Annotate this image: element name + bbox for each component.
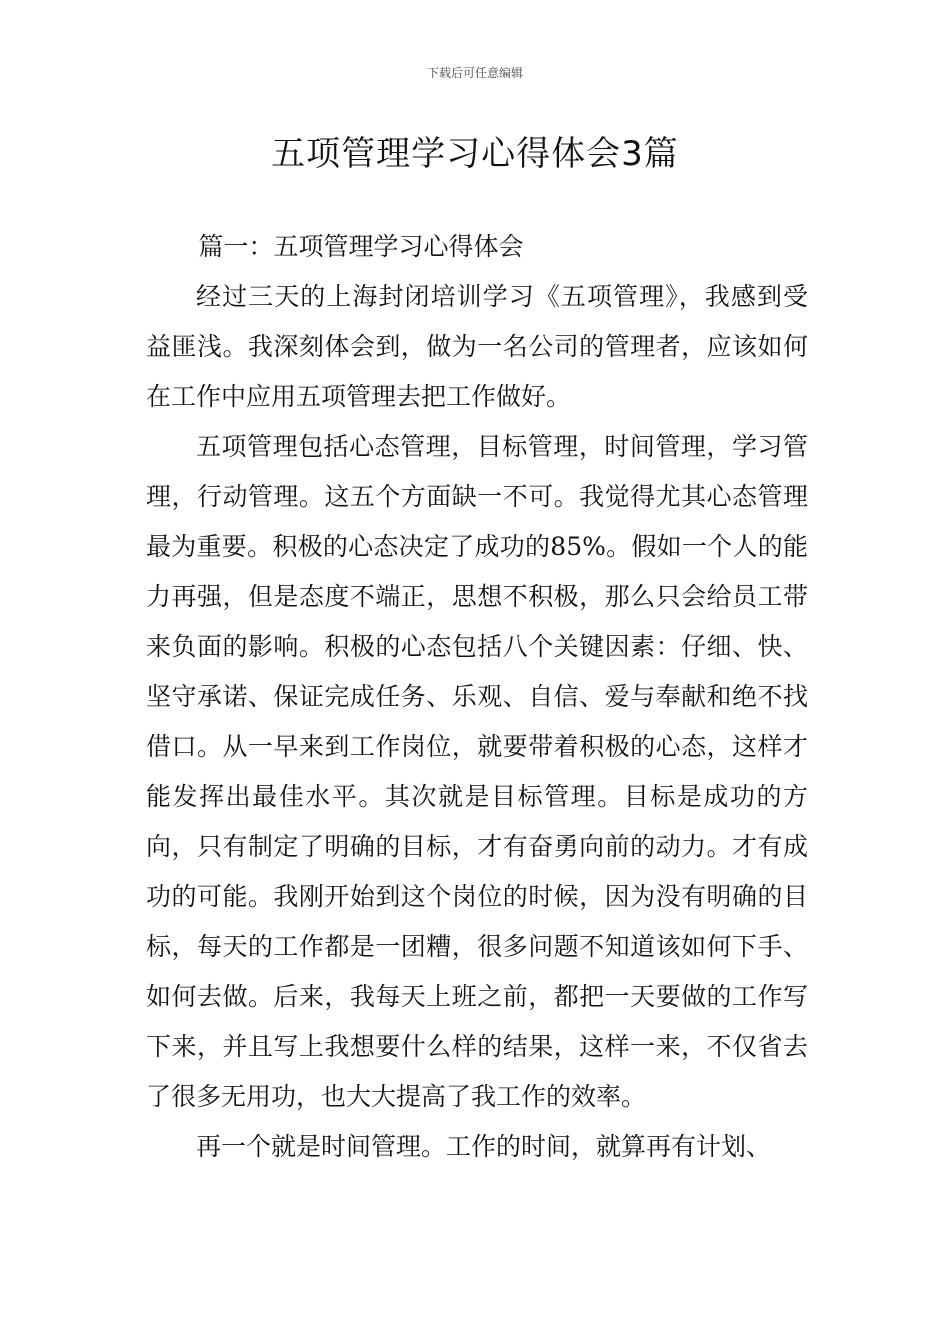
paragraph-1: 经过三天的上海封闭培训学习《五项管理》，我感到受益匪浅。我深刻体会到，做为一名公司的管理者，应该如何在工作中应用五项管理去把工作做好。 <box>146 282 808 411</box>
header-note: 下载后可任意编辑 <box>426 66 523 80</box>
document-body <box>146 222 808 1172</box>
document-title: 五项管理学习心得体会3篇 <box>271 134 679 174</box>
paragraph-3: 再一个就是时间管理。工作的时间，就算再有计划、 <box>196 1132 772 1161</box>
paragraph-2: 五项管理包括心态管理，目标管理，时间管理，学习管理，行动管理。这五个方面缺一不可。我觉得尤其心态管理最为重要。积极的心态决定了成功的85%。假如一个人的能力再强，但是态度不端正，思想不积极，那么只会给员工带来负面的影响。积极的心态包括八个关键因素：仔细、快、坚守承诺、保证完成任务、乐观、自信、爱与奉献和绝不找借口。从一早来到工作岗位，就要带着积极的心态，这样才能发挥出最佳水平。其次就是目标管理。目标是成功的方向，只有制定了明确的目标，才有奋勇向前的动力。才有成功的可能。我刚开始到这个岗位的时候，因为没有明确的目标，每天的工作都是一团糟，很多问题不知道该如何下手、如何去做。后来，我每天上班之前，都把一天要做的工作写下来，并且写上我想要什么样的结果，这样一来，不仅省去了很多无用功，也大大提高了我工作的效率。 <box>146 432 808 1111</box>
section-heading: 篇一：五项管理学习心得体会 <box>198 232 524 261</box>
